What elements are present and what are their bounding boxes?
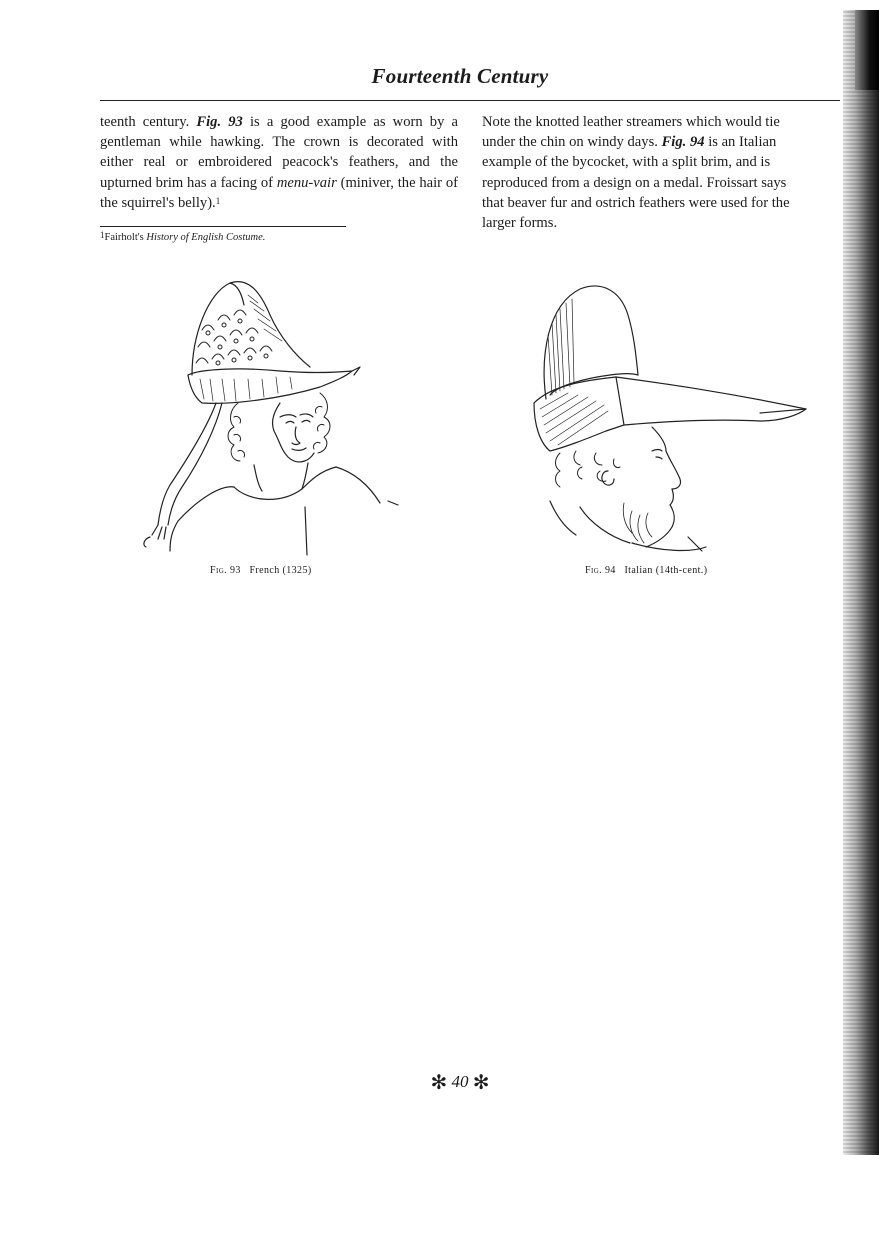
right-column-text bbox=[482, 112, 846, 233]
right-line-1: Note the knotted leather streamers which would tie bbox=[482, 114, 780, 130]
right-line-2 bbox=[482, 132, 846, 152]
footnote-number: 1 bbox=[100, 230, 105, 240]
right-line-3: example of the bycocket, with a split brim, and is bbox=[482, 154, 771, 171]
footnote-work-title: History of English Costume. bbox=[146, 232, 266, 243]
right-line-4: reproduced from a design on a medal. Froissart says bbox=[482, 174, 787, 191]
asterisk-ornament-right-icon: ✻ bbox=[472, 1072, 490, 1094]
page-number: 40 bbox=[451, 1072, 469, 1091]
footnote bbox=[100, 232, 265, 243]
right-line-2a: under the chin on windy days. bbox=[482, 134, 662, 151]
asterisk-ornament-left-icon: ✻ bbox=[430, 1072, 448, 1094]
running-head: Fourteenth Century bbox=[371, 64, 549, 88]
scan-gutter-shadow bbox=[843, 10, 879, 1155]
footnote-author: Fairholt's bbox=[104, 232, 147, 243]
fig-93-caption-text: French (1325) bbox=[249, 565, 312, 576]
fig-94-caption bbox=[585, 565, 707, 576]
header-rule bbox=[100, 100, 840, 101]
fig-93-reference: Fig. 93 bbox=[196, 114, 243, 130]
scan-gutter-edge bbox=[855, 10, 879, 90]
footnote-marker: 1 bbox=[215, 195, 221, 206]
right-line-5: that beaver fur and ostrich feathers were used for the bbox=[482, 194, 790, 211]
fig-93-caption bbox=[210, 565, 312, 576]
left-text-2: is a good example as worn by a gentleman while hawking. The crown is decorated with either real or embroidered peacock's feathers, and the upturned brim has a facing of bbox=[100, 114, 458, 191]
fig-94-label: Fig. 94 bbox=[585, 565, 616, 576]
footnote-rule bbox=[100, 226, 346, 227]
fig-94-reference: Fig. 94 bbox=[661, 134, 705, 151]
fig-93-label: Fig. 93 bbox=[210, 565, 241, 576]
left-column-text bbox=[100, 112, 458, 213]
page-folio bbox=[405, 1070, 515, 1095]
left-text-3: (miniver, the hair of the squirrel's belly). bbox=[100, 174, 458, 211]
fig-94-illustration bbox=[520, 275, 820, 560]
left-text-1: teenth century. bbox=[100, 114, 197, 130]
right-line-2b: is an Italian bbox=[704, 134, 777, 151]
fig-93-illustration bbox=[130, 275, 420, 560]
right-line-6: larger forms. bbox=[482, 215, 558, 232]
menu-vair-term: menu-vair bbox=[276, 174, 337, 191]
fig-94-caption-text: Italian (14th-cent.) bbox=[624, 565, 708, 576]
